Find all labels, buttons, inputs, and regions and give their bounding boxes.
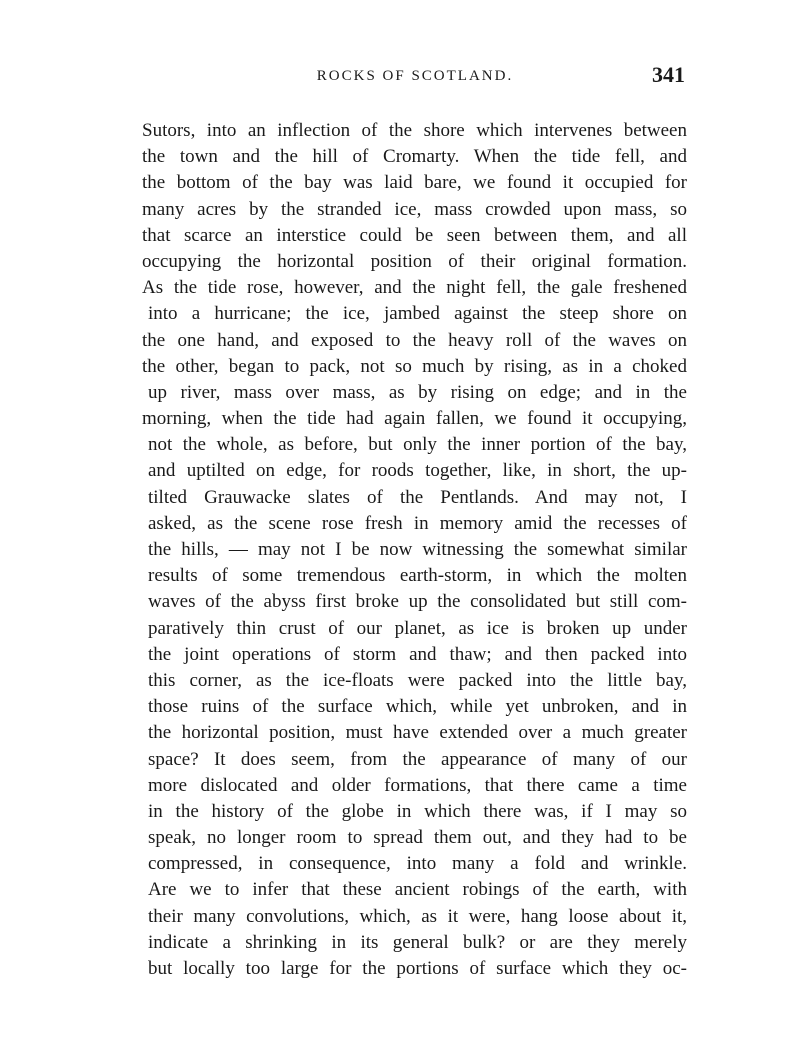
text-line: this corner, as the ice-floats were packed into the little bay, <box>148 669 687 691</box>
text-line: speak, no longer room to spread them out, and they had to be <box>148 827 687 849</box>
text-line: into a hurricane; the ice, jambed against the steep shore on <box>148 303 687 325</box>
text-line: Are we to infer that these ancient robings of the earth, with <box>148 879 687 901</box>
text-line: occupying the horizontal position of their original formation. <box>142 250 687 272</box>
text-line: the horizontal position, must have extended over a much greater <box>148 722 687 744</box>
text-line: up river, mass over mass, as by rising on edge; and in the <box>148 381 687 403</box>
text-line: indicate a shrinking in its general bulk? or are they merely <box>148 931 687 953</box>
text-line: waves of the abyss first broke up the consolidated but still com- <box>148 591 687 613</box>
text-line: morning, when the tide had again fallen, we found it occupying, <box>142 408 687 430</box>
text-line: their many convolutions, which, as it were, hang loose about it, <box>148 905 687 927</box>
text-line: in the history of the globe in which there was, if I may so <box>148 800 687 822</box>
text-line: and uptilted on edge, for roods together, like, in short, the up- <box>148 460 687 482</box>
body-text <box>142 118 687 982</box>
text-line: results of some tremendous earth-storm, in which the molten <box>148 565 687 587</box>
text-line: paratively thin crust of our planet, as ice is broken up under <box>148 617 687 639</box>
text-line: but locally too large for the portions of surface which they oc- <box>148 958 687 979</box>
text-line: not the whole, as before, but only the inner portion of the bay, <box>148 434 687 456</box>
text-line: space? It does seem, from the appearance of many of our <box>148 748 687 770</box>
text-line: the other, began to pack, not so much by rising, as in a choked <box>142 355 687 377</box>
text-line: compressed, in consequence, into many a fold and wrinkle. <box>148 853 687 875</box>
text-line: asked, as the scene rose fresh in memory amid the recesses of <box>148 512 687 534</box>
text-line: more dislocated and older formations, that there came a time <box>148 774 687 796</box>
running-head <box>145 62 685 92</box>
page-number: 341 <box>652 62 685 87</box>
text-line: those ruins of the surface which, while yet unbroken, and in <box>148 696 687 718</box>
text-line: the one hand, and exposed to the heavy roll of the waves on <box>142 329 687 351</box>
text-line: the town and the hill of Cromarty. When the tide fell, and <box>142 146 687 168</box>
text-line: As the tide rose, however, and the night fell, the gale freshened <box>142 277 687 299</box>
text-line: the hills, — may not I be now witnessing the somewhat similar <box>148 539 687 560</box>
text-line: many acres by the stranded ice, mass crowded upon mass, so <box>142 198 687 220</box>
running-title: ROCKS OF SCOTLAND. <box>316 68 514 84</box>
text-line: that scarce an interstice could be seen between them, and all <box>142 224 687 246</box>
text-line: the bottom of the bay was laid bare, we found it occupied for <box>142 172 687 194</box>
text-line: the joint operations of storm and thaw; and then packed into <box>148 643 687 665</box>
text-line: tilted Grauwacke slates of the Pentlands. And may not, I <box>148 486 687 508</box>
text-line: Sutors, into an inflection of the shore which intervenes between <box>142 120 687 141</box>
